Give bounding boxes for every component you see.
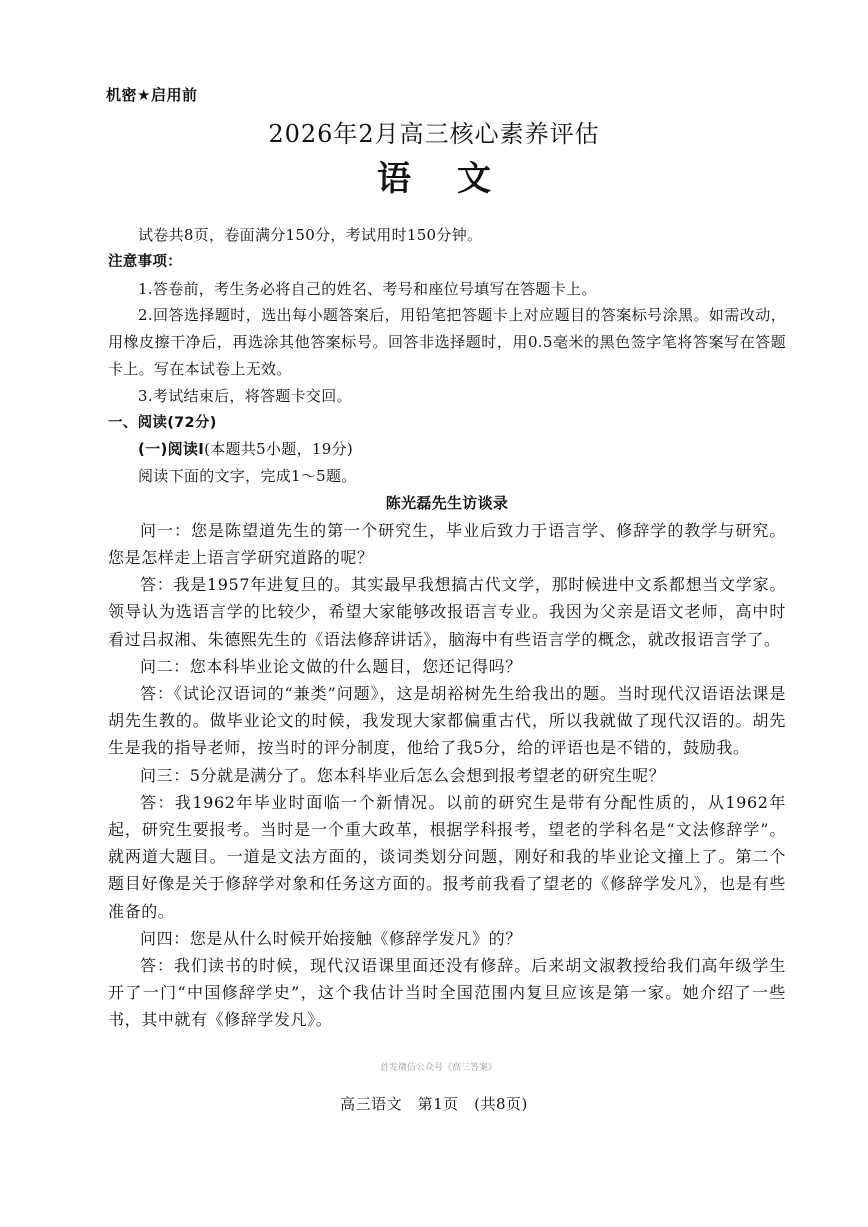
reading-instruction: 阅读下面的文字，完成1～5题。 — [138, 467, 357, 486]
notice-item: 3.考试结束后，将答题卡交回。 — [138, 386, 352, 405]
article-paragraph: 答：我1962年毕业时面临一个新情况。以前的研究生是带有分配性质的，从1962年起，研究生要报考。当时是一个重大政革，根据学科报考，望老的学科名是“文法修辞学”。就两道大题目。一道是文法方面的，谈词类划分问题，刚好和我的毕业论文撞上了。第二个题目好像是关于修辞学对象和任务这方面的。报考前我看了望老的《修辞学发凡》，也是有些准备的。 — [108, 792, 786, 921]
notice-item: 1.答卷前，考生务必将自己的姓名、考号和座位号填写在答题卡上。 — [138, 279, 597, 298]
notice-title: 注意事项： — [108, 253, 182, 270]
part-detail: (本题共5小题，19分) — [204, 440, 354, 459]
article-paragraph: 答：我们读书的时候，现代汉语课里面还没有修辞。后来胡文淑教授给我们高年级学生开了一门“中国修辞学史”，这个我估计当时全国范围内复旦应该是第一家。她介绍了一些书，其中就有《修辞学发凡》。 — [108, 956, 786, 1030]
confidential-mark: 机密★启用前 — [106, 86, 198, 104]
subject-title: 语文 — [377, 159, 537, 199]
article-paragraph: 问二：您本科毕业论文做的什么题目，您还记得吗？ — [140, 656, 522, 676]
article-body — [108, 517, 786, 1034]
notice-item: 2.回答选择题时，选出每小题答案后，用铅笔把答题卡上对应题目的答案标号涂黑。如需改动，用橡皮擦干净后，再选涂其他答案标号。回答非选择题时，用0.5毫米的黑色签字笔将答案写在答题卡上。写在本试卷上无效。 — [108, 306, 786, 378]
part-heading — [108, 436, 786, 463]
page-footer: 高三语文 第1页 (共8页) — [340, 1095, 528, 1113]
article-paragraph: 答：我是1957年进复旦的。其实最早我想搞古代文学，那时候进中文系都想当文学家。领导认为选语言学的比较少，希望大家能够改报语言专业。我因为父亲是语文老师，高中时看过吕叔湘、朱德熙先生的《语法修辞讲话》，脑海中有些语言学的概念，就改报语言学了。 — [108, 575, 786, 649]
document-body — [108, 222, 786, 1034]
exam-summary: 试卷共8页，卷面满分150分，考试用时150分钟。 — [138, 226, 483, 244]
article-paragraph: 问一：您是陈望道先生的第一个研究生，毕业后致力于语言学、修辞学的教学与研究。您是怎样走上语言学研究道路的呢？ — [108, 520, 786, 567]
article-title: 陈光磊先生访谈录 — [385, 493, 509, 512]
exam-title: 2026年2月高三核心素养评估 — [268, 120, 600, 148]
article-paragraph: 问四：您是从什么时候开始接触《修辞学发凡》的？ — [140, 928, 522, 948]
article-paragraph: 答：《试论汉语词的“兼类”问题》，这是胡裕树先生给我出的题。当时现代汉语语法课是胡先生教的。做毕业论文的时候，我发现大家都偏重古代，所以我就做了现代汉语的。胡先生是我的指导老师，按当时的评分制度，他给了我5分，给的评语也是不错的，鼓励我。 — [108, 683, 786, 758]
article-paragraph: 问三：5分就是满分了。您本科毕业后怎么会想到报考望老的研究生呢？ — [140, 765, 666, 785]
section-title: 一、阅读(72分) — [108, 414, 217, 431]
watermark: 首发微信公众号《高三答案》 — [380, 1063, 498, 1073]
part-label: (一)阅读Ⅰ — [138, 440, 205, 459]
